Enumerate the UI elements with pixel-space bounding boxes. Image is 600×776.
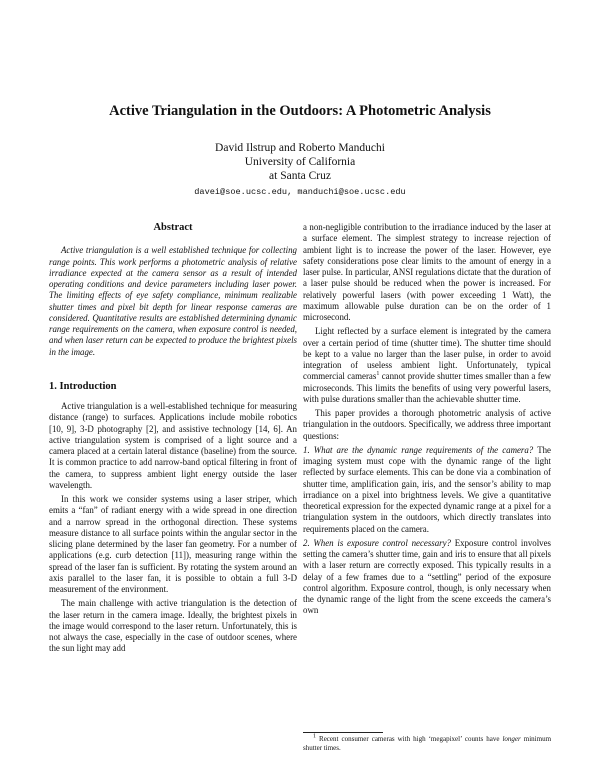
question-1-paragraph (303, 445, 551, 535)
right-paragraph-2a: Light reflected by a surface element is integrated by the camera over a certain period of time (shutter time). The shutter time should be kept to a value no larger than the laser pulse, in order to avoid integration of useless ambient light. Unfortunately, typical commercial cameras (303, 326, 551, 382)
footnote-mark: 1 (313, 733, 316, 740)
intro-paragraph-3: The main challenge with active triangulation is the detection of the laser return in the camera image. Ideally, the brightest pixels in the image would correspond to the laser return. Unfortunately, this is not always the case, especially in the case of outdoor scenes, where the sun light may add (49, 598, 297, 654)
footnote (303, 735, 551, 753)
right-paragraph-2 (303, 326, 551, 405)
question-2: 2. When is exposure control necessary? (303, 537, 451, 548)
right-paragraph-3: This paper provides a thorough photometric analysis of active triangulation in the outdoors. Specifically, we address three important questions: (303, 408, 551, 441)
footnote-text-b: minimum shutter times. (303, 735, 552, 752)
authors: David Ilstrup and Roberto Manduchi (215, 142, 385, 154)
author-block (100, 141, 500, 199)
question-2-text: Exposure control involves setting the camera’s shutter time, gain and iris to ensure that all pixels with a laser return are correctly exposed. This typically results in a delay of a few frames due to a “settling” period of the exposure control algorithm. Exposure control, though, is only necessary when the dynamic range of the light from the scene exceeds the camera’s own (303, 537, 552, 616)
right-column (303, 222, 551, 620)
question-2-paragraph (303, 538, 551, 617)
intro-paragraph-2: In this work we consider systems using a laser striper, which emits a “fan” of radiant energy with a wide spread in one direction and a narrow spread in the orthogonal direction. These systems measure distance to all surface points within the angular sector in the slicing plane determined by the laser fan geometry. For a number of applications (e.g. curb detection [11]), measuring range within the spread of the laser fan is sufficient. By rotating the system around an axis parallel to the laser fan, it is possible to obtain a full 3-D measurement of the environment. (49, 494, 297, 594)
footnote-marker: 1 (376, 371, 380, 378)
abstract-heading: Abstract (153, 222, 193, 233)
footnote-text-a: Recent consumer cameras with high ‘megapixel’ counts have (319, 735, 500, 743)
abstract-text: Active triangulation is a well established technique for collecting range points. This work performs a photometric analysis of relative irradiance expected at the camera sensor as a result of intended operating conditions and device parameters including laser power. The limiting effects of eye safety compliance, minimum realizable shutter times and pixel bit depth for linear response cameras are considered. Quantitative results are established determining dynamic range requirements on the camera, when exposure control is needed, and when laser return can be expected to produce the brightest pixels in the image. (49, 245, 297, 357)
footnote-emphasis: longer (502, 735, 521, 743)
right-paragraph-1: a non-negligible contribution to the irradiance induced by the laser at a surface element. The simplest strategy to increase rejection of ambient light is to increase the power of the laser. However, eye safety considerations pose clear limits to the amount of energy in a laser pulse. In particular, ANSI regulations dictate that the duration of a laser pulse should be reduced when the power is increased. For relatively powerful lasers (with power exceeding 1 Watt), the maximum allowable pulse duration can be on the order of 1 microsecond. (303, 222, 551, 322)
affiliation: University of California (244, 156, 356, 168)
emails: davei@soe.ucsc.edu, manduchi@soe.ucsc.edu (194, 187, 406, 197)
question-1: 1. What are the dynamic range requirements of the camera? (303, 444, 534, 455)
question-1-text: The imaging system must cope with the dynamic range of the light reflected by surface elements. This can be done via a combination of shutter time, amplification gain, iris, and the sensor’s ability to map irradiance on a pixel into brightness levels. We give a quantitative theoretical expression for the expected dynamic range at a pixel for a triangulation system in the outdoors, which directly translates into requirements placed on the camera. (303, 444, 551, 534)
paper-title: Active Triangulation in the Outdoors: A Photometric Analysis (109, 103, 491, 119)
right-paragraph-2b: cannot provide shutter times smaller than a few microseconds. This limits the benefits of using very powerful lasers, with pulse durations smaller than the achievable shutter time. (303, 371, 551, 404)
left-column (49, 222, 297, 658)
location: at Santa Cruz (269, 170, 331, 182)
intro-paragraph-1: Active triangulation is a well-established technique for measuring distance (range) to surfaces. Applications include mobile robotics [10, 9], 3-D photography [2], and assistive technology [14, 6]. An active triangulation system is comprised of a light source and a camera placed at a certain lateral distance (baseline) from the source. It is common practice to add narrow-band optical filtering in front of the camera, to suppress ambient light energy outside the laser wavelength. (49, 401, 297, 490)
section-heading-introduction: 1. Introduction (49, 380, 117, 392)
